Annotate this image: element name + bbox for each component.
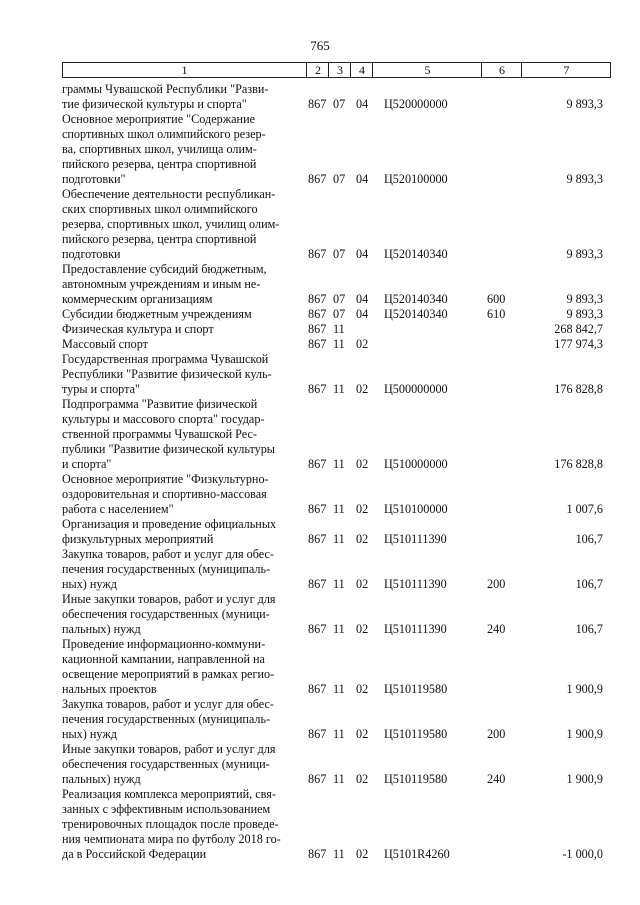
description-line: Массовый спорт <box>62 337 148 351</box>
subsection-code: 02 <box>356 502 369 516</box>
page-number: 765 <box>310 38 330 53</box>
amount: 176 828,8 <box>554 382 603 396</box>
amount: 106,7 <box>575 532 603 546</box>
description-line: ных) нужд <box>62 727 117 741</box>
subsection-code: 02 <box>356 382 369 396</box>
description-line: Организация и проведение официальных <box>62 517 277 531</box>
amount: 176 828,8 <box>554 457 603 471</box>
description-line: Республики "Развитие физической куль- <box>62 367 272 381</box>
admin-code: 867 <box>308 247 327 261</box>
admin-code: 867 <box>308 682 327 696</box>
table-row <box>62 472 611 517</box>
header-col-6: 6 <box>481 63 522 77</box>
header-col-1: 1 <box>181 63 188 77</box>
description-line: обеспечения государственных (муници- <box>62 757 270 771</box>
description-line: туры и спорта" <box>62 382 140 396</box>
description-line: ния чемпионата мира по футболу 2018 го- <box>62 832 281 846</box>
description-line: граммы Чувашской Республики "Разви- <box>62 82 269 96</box>
admin-code: 867 <box>308 622 327 636</box>
target-article-code: Ц520140340 <box>384 307 448 321</box>
amount: 177 974,3 <box>554 337 603 351</box>
description-line: Основное мероприятие "Физкультурно- <box>62 472 269 486</box>
row-description <box>62 187 300 262</box>
expense-type-code: 610 <box>487 307 506 321</box>
description-line: работа с населением" <box>62 502 174 516</box>
row-description <box>62 262 300 307</box>
subsection-code: 02 <box>356 727 369 741</box>
section-code: 07 <box>333 247 346 261</box>
expense-type-code: 200 <box>487 577 506 591</box>
subsection-code: 04 <box>356 292 369 306</box>
table-header <box>62 62 611 78</box>
admin-code: 867 <box>308 577 327 591</box>
description-line: печения государственных (муниципаль- <box>62 712 271 726</box>
description-line: подготовки" <box>62 172 126 186</box>
table-row <box>62 517 611 547</box>
description-line: Государственная программа Чувашской <box>62 352 269 366</box>
expense-type-code: 240 <box>487 622 506 636</box>
section-code: 11 <box>333 457 345 471</box>
description-line: физкультурных мероприятий <box>62 532 214 546</box>
target-article-code: Ц520140340 <box>384 292 448 306</box>
description-line: Проведение информационно-коммуни- <box>62 637 266 651</box>
subsection-code: 04 <box>356 97 369 111</box>
description-line: Предоставление субсидий бюджетным, <box>62 262 267 276</box>
expense-type-code: 600 <box>487 292 506 306</box>
table-row <box>62 187 611 262</box>
table-body <box>62 82 611 862</box>
subsection-code: 02 <box>356 847 369 861</box>
description-line: коммерческим организациям <box>62 292 213 306</box>
target-article-code: Ц500000000 <box>384 382 448 396</box>
target-article-code: Ц510119580 <box>384 727 448 741</box>
description-line: пийского резерва, центра спортивной <box>62 232 257 246</box>
admin-code: 867 <box>308 847 327 861</box>
description-line: ных) нужд <box>62 577 117 591</box>
section-code: 07 <box>333 307 346 321</box>
admin-code: 867 <box>308 772 327 786</box>
header-col-2: 2 <box>306 63 329 77</box>
target-article-code: Ц510111390 <box>384 532 447 546</box>
table-row <box>62 337 611 352</box>
section-code: 11 <box>333 577 345 591</box>
description-line: печения государственных (муниципаль- <box>62 562 271 576</box>
subsection-code: 04 <box>356 172 369 186</box>
description-line: освещение мероприятий в рамках регио- <box>62 667 275 681</box>
table-row <box>62 112 611 187</box>
table-row <box>62 307 611 322</box>
description-line: Субсидии бюджетным учреждениям <box>62 307 252 321</box>
admin-code: 867 <box>308 532 327 546</box>
admin-code: 867 <box>308 322 327 336</box>
table-row <box>62 397 611 472</box>
target-article-code: Ц520140340 <box>384 247 448 261</box>
description-line: тренировочных площадок после проведе- <box>62 817 279 831</box>
section-code: 11 <box>333 322 345 336</box>
subsection-code: 02 <box>356 337 369 351</box>
row-description <box>62 742 300 787</box>
row-description <box>62 397 300 472</box>
table-row <box>62 322 611 337</box>
row-description <box>62 697 300 742</box>
expense-type-code: 200 <box>487 727 506 741</box>
target-article-code: Ц510111390 <box>384 577 447 591</box>
amount: 106,7 <box>575 577 603 591</box>
subsection-code: 04 <box>356 247 369 261</box>
description-line: пальных) нужд <box>62 772 141 786</box>
admin-code: 867 <box>308 337 327 351</box>
target-article-code: Ц510111390 <box>384 622 447 636</box>
section-code: 11 <box>333 337 345 351</box>
subsection-code: 02 <box>356 622 369 636</box>
description-line: Реализация комплекса мероприятий, свя- <box>62 787 276 801</box>
row-description <box>62 592 300 637</box>
header-col-5: 5 <box>372 63 482 77</box>
section-code: 07 <box>333 292 346 306</box>
table-row <box>62 637 611 697</box>
description-line: Иные закупки товаров, работ и услуг для <box>62 592 276 606</box>
target-article-code: Ц510000000 <box>384 457 448 471</box>
admin-code: 867 <box>308 172 327 186</box>
row-description <box>62 787 300 862</box>
description-line: нальных проектов <box>62 682 157 696</box>
admin-code: 867 <box>308 307 327 321</box>
table-row <box>62 82 611 112</box>
amount: 9 893,3 <box>566 172 603 186</box>
subsection-code: 02 <box>356 532 369 546</box>
amount: 1 007,6 <box>566 502 603 516</box>
description-line: Основное мероприятие "Содержание <box>62 112 255 126</box>
subsection-code: 02 <box>356 772 369 786</box>
amount: 9 893,3 <box>566 292 603 306</box>
table-row <box>62 547 611 592</box>
header-col-7: 7 <box>521 63 611 77</box>
description-line: культуры и массового спорта" государ- <box>62 412 265 426</box>
amount: 9 893,3 <box>566 307 603 321</box>
table-row <box>62 787 611 862</box>
target-article-code: Ц520100000 <box>384 172 448 186</box>
description-line: и спорта" <box>62 457 112 471</box>
description-line: резерва, спортивных школ, училищ олим- <box>62 217 280 231</box>
row-description <box>62 637 300 697</box>
table-row <box>62 697 611 742</box>
description-line: ва, спортивных школ, училища олим- <box>62 142 257 156</box>
description-line: оздоровительная и спортивно-массовая <box>62 487 267 501</box>
section-code: 07 <box>333 97 346 111</box>
section-code: 11 <box>333 532 345 546</box>
target-article-code: Ц510119580 <box>384 772 448 786</box>
header-col-4: 4 <box>350 63 373 77</box>
description-line: пийского резерва, центра спортивной <box>62 157 257 171</box>
amount: 9 893,3 <box>566 97 603 111</box>
expense-type-code: 240 <box>487 772 506 786</box>
section-code: 11 <box>333 847 345 861</box>
subsection-code: 02 <box>356 577 369 591</box>
description-line: пальных) нужд <box>62 622 141 636</box>
description-line: публики "Развитие физической культуры <box>62 442 275 456</box>
admin-code: 867 <box>308 97 327 111</box>
admin-code: 867 <box>308 727 327 741</box>
row-description <box>62 307 300 322</box>
subsection-code: 02 <box>356 457 369 471</box>
description-line: Иные закупки товаров, работ и услуг для <box>62 742 276 756</box>
row-description <box>62 322 300 337</box>
description-line: подготовки <box>62 247 121 261</box>
section-code: 11 <box>333 682 345 696</box>
section-code: 07 <box>333 172 346 186</box>
table-row <box>62 742 611 787</box>
target-article-code: Ц510119580 <box>384 682 448 696</box>
amount: 1 900,9 <box>566 682 603 696</box>
section-code: 11 <box>333 502 345 516</box>
amount: 1 900,9 <box>566 772 603 786</box>
subsection-code: 02 <box>356 682 369 696</box>
table-row <box>62 352 611 397</box>
description-line: да в Российской Федерации <box>62 847 207 861</box>
amount: 1 900,9 <box>566 727 603 741</box>
section-code: 11 <box>333 622 345 636</box>
row-description <box>62 517 300 547</box>
row-description <box>62 547 300 592</box>
admin-code: 867 <box>308 382 327 396</box>
admin-code: 867 <box>308 292 327 306</box>
description-line: Закупка товаров, работ и услуг для обес- <box>62 697 274 711</box>
table-row <box>62 262 611 307</box>
amount: 268 842,7 <box>554 322 603 336</box>
row-description <box>62 472 300 517</box>
row-description <box>62 82 300 112</box>
header-col-3: 3 <box>328 63 351 77</box>
section-code: 11 <box>333 727 345 741</box>
amount: 106,7 <box>575 622 603 636</box>
target-article-code: Ц5101R4260 <box>384 847 450 861</box>
admin-code: 867 <box>308 502 327 516</box>
section-code: 11 <box>333 382 345 396</box>
target-article-code: Ц520000000 <box>384 97 448 111</box>
description-line: ственной программы Чувашской Рес- <box>62 427 257 441</box>
amount: -1 000,0 <box>562 847 603 861</box>
amount: 9 893,3 <box>566 247 603 261</box>
description-line: Подпрограмма "Развитие физической <box>62 397 258 411</box>
description-line: занных с эффективным использованием <box>62 802 271 816</box>
table-row <box>62 592 611 637</box>
subsection-code: 04 <box>356 307 369 321</box>
row-description <box>62 352 300 397</box>
row-description <box>62 112 300 187</box>
description-line: Закупка товаров, работ и услуг для обес- <box>62 547 274 561</box>
description-line: ских спортивных школ олимпийского <box>62 202 258 216</box>
row-description <box>62 337 300 352</box>
target-article-code: Ц510100000 <box>384 502 448 516</box>
description-line: Обеспечение деятельности республикан- <box>62 187 276 201</box>
admin-code: 867 <box>308 457 327 471</box>
description-line: спортивных школ олимпийского резер- <box>62 127 266 141</box>
description-line: кационной кампании, направленной на <box>62 652 265 666</box>
section-code: 11 <box>333 772 345 786</box>
description-line: Физическая культура и спорт <box>62 322 214 336</box>
description-line: автономным учреждениям и иным не- <box>62 277 261 291</box>
description-line: тие физической культуры и спорта" <box>62 97 247 111</box>
description-line: обеспечения государственных (муници- <box>62 607 270 621</box>
